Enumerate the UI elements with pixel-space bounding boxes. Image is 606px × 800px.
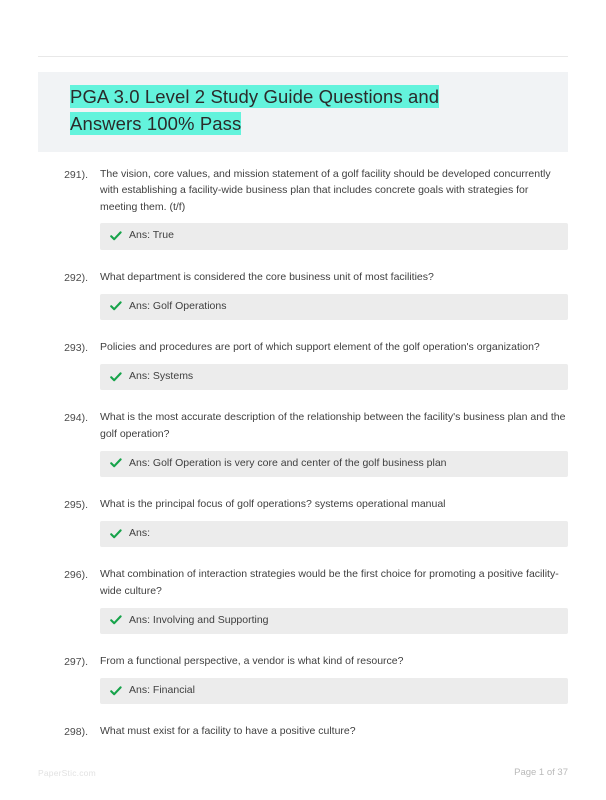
question-number: 293). [64,342,88,355]
page-number-label: Page 1 of 37 [514,767,568,778]
question-body [100,166,568,264]
check-icon [110,614,122,626]
title-line-1: PGA 3.0 Level 2 Study Guide Questions and [70,86,440,107]
question-body [100,723,568,740]
page-footer [38,767,568,778]
answer-text: Ans: True [129,229,174,242]
question-body [100,339,568,404]
question-text: What department is considered the core business unit of most facilities? [100,271,434,283]
list-item [38,723,568,740]
question-text: What is the most accurate description of the relationship between the facility's business plan and the golf operation? [100,411,566,441]
answer-text: Ans: Golf Operations [129,299,227,312]
question-body [100,269,568,334]
list-item [38,269,568,334]
question-text: Policies and procedures are port of which support element of the golf operation's organization? [100,341,540,354]
check-icon [110,528,122,540]
question-number: 296). [64,569,88,582]
list-item [38,566,568,648]
document-title-block [38,72,568,152]
watermark-text: PaperStic.com [38,768,96,778]
answer-bar [100,608,568,635]
page-top-divider [38,56,568,57]
question-number: 297). [64,656,88,669]
page-title [70,84,554,138]
question-body [100,409,568,491]
answer-bar [100,294,568,321]
question-text: The vision, core values, and mission statement of a golf facility should be developed concurrently with establishing a facility-wide business plan that includes concrete goals with strategies for meeting them. (t/f) [100,167,551,213]
answer-text: Ans: Systems [129,369,194,382]
answer-bar [100,678,568,705]
answer-text: Ans: Involving and Supporting [129,613,269,626]
question-text: What must exist for a facility to have a positive culture? [100,725,356,738]
qa-list [38,166,568,741]
list-item [38,409,568,491]
check-icon [110,457,122,469]
list-item [38,339,568,404]
question-number: 294). [64,412,88,425]
question-text: From a functional perspective, a vendor is what kind of resource? [100,655,404,668]
answer-text: Ans: [129,526,151,539]
question-text: What is the principal focus of golf operations? systems operational manual [100,498,446,511]
question-number: 298). [64,726,88,739]
document-content [38,72,568,746]
question-body [100,566,568,648]
question-number: 291). [64,168,88,181]
list-item [38,653,568,718]
answer-text: Ans: Financial [129,683,195,696]
list-item [38,496,568,561]
question-body [100,653,568,718]
question-text: What combination of interaction strategies would be the first choice for promoting a positive facility-wide culture? [100,568,559,598]
check-icon [110,300,122,312]
answer-bar [100,521,568,548]
answer-bar [100,223,568,250]
check-icon [110,230,122,242]
title-line-2: Answers 100% Pass [70,112,242,134]
check-icon [110,685,122,697]
question-body [100,496,568,561]
answer-text: Ans: Golf Operation is very core and center of the golf business plan [129,456,447,469]
question-number: 292). [64,272,88,284]
answer-bar [100,451,568,478]
check-icon [110,371,122,383]
list-item [38,166,568,264]
question-number: 295). [64,499,88,512]
answer-bar [100,364,568,391]
